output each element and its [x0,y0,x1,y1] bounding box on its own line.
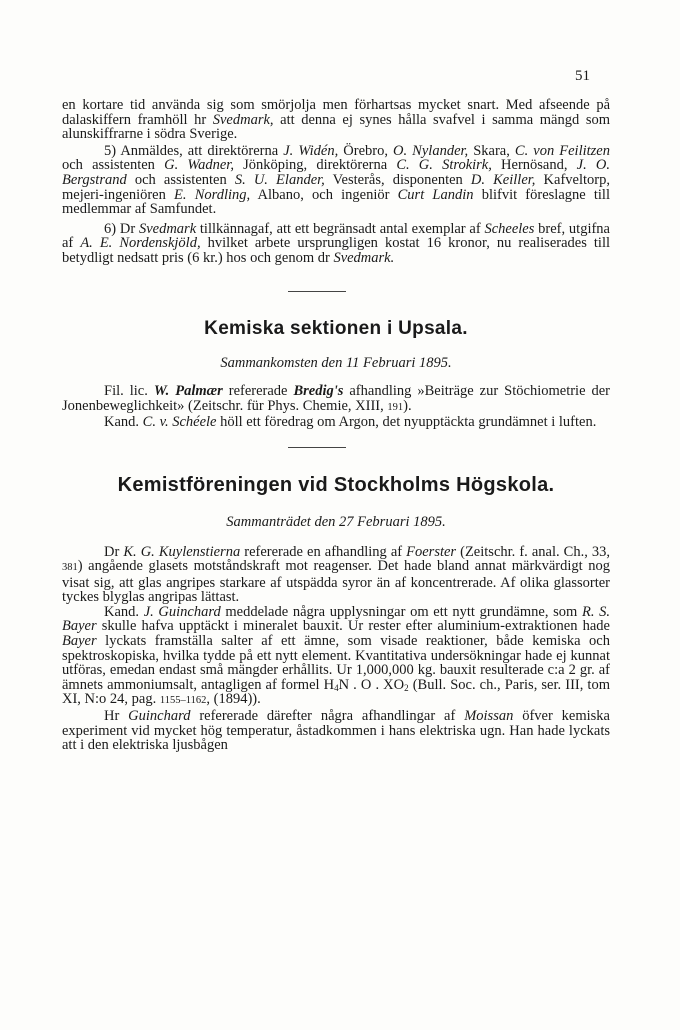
section-divider [288,447,346,448]
paragraph-upsala-1: Fil. lic. W. Palmær refererade Bredig's afhandling »Beiträge zur Stöchiometrie der Jonenbeweglichkeit» (Zeitschr. für Phys. Chemie, XIII, 191). [62,383,610,414]
section-title-upsala: Kemiska sektionen i Upsala. [204,317,468,339]
paragraph-stockholm-1: Dr K. G. Kuylenstierna refererade en afhandling af Foerster (Zeitschr. f. anal. Ch., 33, 381) angående glasets motståndskraft mot reagenser. Det hade bland annat märkvärdigt nog visat sig, att glas angripes starkare af utspädda syror än af koncentrerade. Af olika glassorter tyckes blyglas angripas lättast. [62,543,610,606]
meeting-date-upsala: Sammankomsten den 11 Februari 1895. [220,354,452,371]
paragraph-intro-6: 6) Dr Svedmark tillkännagaf, att ett begränsadt antal exemplar af Scheeles bref, utgifna af A. E. Nordenskjöld, hvilket arbete ursprungligen kostat 16 kronor, nu realiserades till betydligt nedsatt pris (6 kr.) hos och genom dr Svedmark. [62,220,611,266]
paragraph-stockholm-3: Hr Guinchard refererade därefter några afhandlingar af Moissan öfver kemiska experiment vid mycket hög temperatur, åstadkommen i hans elektriska ugn. Han hade lyckats att i den elektriska ljusbågen [62,708,610,754]
page-number: 51 [575,68,590,84]
paragraph-intro-1: en kortare tid använda sig som smörjolja men förhartsas mycket snart. Med afseende på dalaskiffern framhöll hr Svedmark, att denna ej synes hålla svafvel i samma mängd som alunskiffrarne i södra Sverige. [62,97,610,143]
section-divider [288,291,346,292]
meeting-date-stockholm: Sammanträdet den 27 Februari 1895. [226,513,446,530]
paragraph-upsala-2: Kand. C. v. Schéele höll ett föredrag om Argon, det nyupptäckta grundämnet i luften. [104,414,597,431]
section-title-stockholm: Kemistföreningen vid Stockholms Högskola. [117,473,555,496]
paragraph-stockholm-2: Kand. J. Guinchard meddelade några upplysningar om ett nytt grundämne, som R. S. Bayer skulle hafva upptäckt i mineralet bauxit. Ur rester efter aluminium-extraktionen hade Bayer lyckats framställa salter af ett ämne, som visade reaktioner, både kemiska och spektroskopiska, hvilka tydde på ett nytt element. Kvantitativa undersökningar hade ej kunnat utföras, emedan endast små mängder erhållits. Ur 1,000,000 kg. bauxit resulterade c:a 2 gr. af ämnets ammoniumsalt, antagligen af formel $H_4N$ . O . $XO_2$ (Bull. Soc. ch., Paris, ser. III, tom XI, N:o 24, pag. 1155–1162, (1894)). [62,603,610,708]
paragraph-intro-5: 5) Anmäldes, att direktörerna J. Widén, Örebro, O. Nylander, Skara, C. von Feilitzen och assistenten G. Wadner, Jönköping, direktörerna C. G. Strokirk, Hernösand, J. O. Bergstrand och assistenten S. U. Elander, Vesterås, disponenten D. Keiller, Kafveltorp, mejeri-ingeniören E. Nordling, Albano, och ingeniör Curt Landin blifvit föreslagne till medlemmar af Samfundet. [62,142,610,218]
page-body [62,62,610,753]
